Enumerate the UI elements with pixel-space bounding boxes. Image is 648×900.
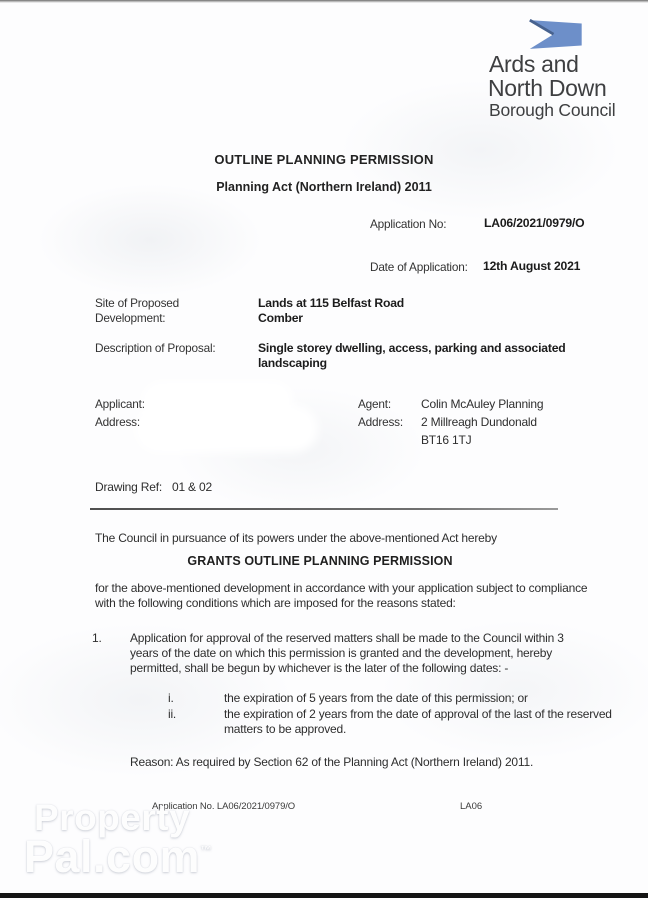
site-value-line1: Lands at 115 Belfast Road <box>258 296 405 310</box>
applicant-address-label: Address: <box>95 415 140 429</box>
drawing-ref-row <box>95 480 212 495</box>
agent-address-line2: BT16 1TJ <box>421 433 472 447</box>
redacted-applicant-name <box>150 390 285 416</box>
condition-1-subitem-i-number: i. <box>168 691 174 705</box>
agent-address-line1: 2 Millreagh Dundonald <box>421 415 537 429</box>
condition-1-reason: Reason: As required by Section 62 of the Planning Act (Northern Ireland) 2011. <box>130 755 534 769</box>
grant-preamble: The Council in pursuance of its powers under the above-mentioned Act hereby <box>95 531 497 545</box>
section-divider-line <box>90 508 558 510</box>
application-no-label: Application No: <box>370 217 447 231</box>
drawing-ref-label: Drawing Ref: <box>95 480 162 494</box>
council-flag-icon <box>525 19 582 50</box>
proposal-label: Description of Proposal: <box>95 341 216 355</box>
application-no-value: LA06/2021/0979/O <box>484 216 585 230</box>
condition-1-subitem-ii-text: the expiration of 2 years from the date of approval of the last of the reserved matters to be approved. <box>224 707 612 737</box>
condition-1-subitem-ii-number: ii. <box>168 707 177 721</box>
condition-1-subitem-i-text: the expiration of 5 years from the date of this permission; or <box>224 691 528 705</box>
condition-1-number: 1. <box>92 631 102 645</box>
date-of-application-value: 12th August 2021 <box>483 259 581 273</box>
document-subtitle: Planning Act (Northern Ireland) 2011 <box>216 180 432 194</box>
trademark-symbol: ™ <box>200 843 213 857</box>
agent-label: Agent: <box>358 397 391 411</box>
drawing-ref-value: 01 & 02 <box>171 480 212 494</box>
document-title: OUTLINE PLANNING PERMISSION <box>214 152 434 167</box>
agent-name: Colin McAuley Planning <box>421 397 544 411</box>
council-name-line3: Borough Council <box>489 100 616 120</box>
propertypal-watermark-line1: Property <box>34 797 191 838</box>
council-name-line1: Ards and <box>489 51 579 77</box>
condition-1-text: Application for approval of the reserved matters shall be made to the Council within 3 years of the date on which this permission is granted and the development, hereby permitted, shall be begun by whichever is the later of the following dates: - <box>130 631 564 676</box>
propertypal-watermark-line2: Pal.com™ <box>24 831 213 882</box>
scan-edge-bottom <box>0 893 648 898</box>
scan-edge-top <box>0 0 648 3</box>
site-label: Site of Proposed Development: <box>95 296 180 325</box>
agent-address-label: Address: <box>358 415 403 429</box>
grants-heading: GRANTS OUTLINE PLANNING PERMISSION <box>187 554 453 568</box>
redacted-applicant-address <box>144 414 309 444</box>
proposal-value: Single storey dwelling, access, parking and associated landscaping <box>258 341 566 370</box>
applicant-label: Applicant: <box>95 397 145 411</box>
footer-application-no: Application No. LA06/2021/0979/O <box>152 801 296 812</box>
site-value-line2: Comber <box>258 311 303 325</box>
date-of-application-label: Date of Application: <box>370 260 468 274</box>
council-name-line2: North Down <box>488 75 607 101</box>
grant-statement: for the above-mentioned development in accordance with your application subject to compliance with the following conditions which are imposed for the reasons stated: <box>95 581 588 611</box>
footer-code: LA06 <box>460 801 483 812</box>
